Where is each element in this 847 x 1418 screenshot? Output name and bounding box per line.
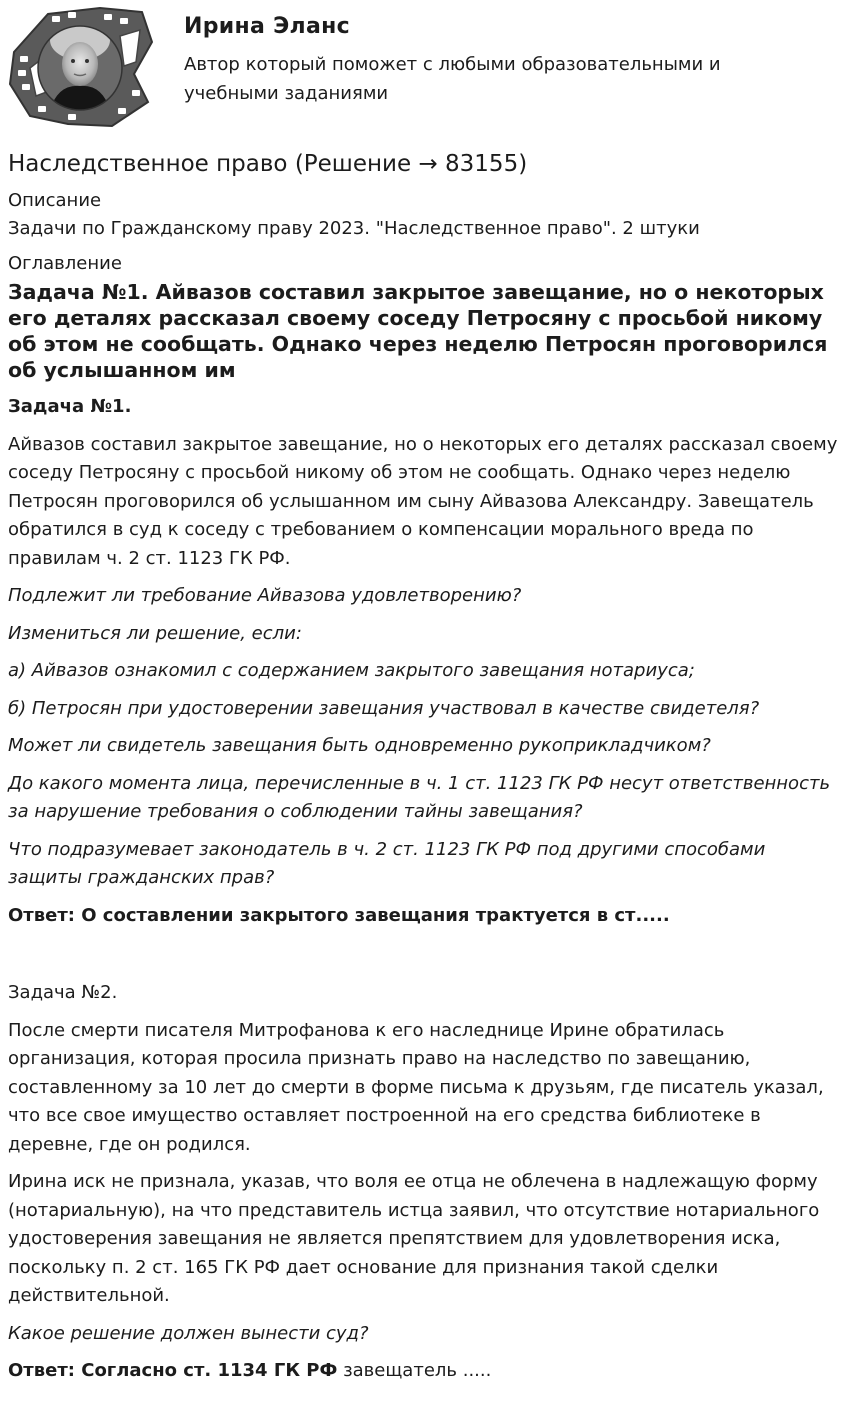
task1-answer: Ответ: О составлении закрытого завещания трактуется в ст..... (8, 904, 670, 926)
toc-label: Оглавление (8, 253, 122, 274)
task2-body-1: После смерти писателя Митрофанова к его наследнице Ирине обратилась организация, которая просила признать право на наследство по завещанию, составленному за 10 лет до смерти в форме письма к друзьям, где писатель указал, что все свое имущество оставляет построенной на его средства библиотеке в деревне, где он родился. (8, 1019, 824, 1155)
author-avatar (8, 6, 153, 128)
description-text: Задачи по Гражданскому праву 2023. "Наследственное право". 2 штуки (8, 218, 700, 239)
task2-heading: Задача №2. (8, 982, 118, 1003)
author-bio: Автор который поможет с любыми образовательными и учебными заданиями (184, 54, 721, 104)
task1-question-3: а) Айвазов ознакомил с содержанием закрытого завещания нотариуса; (8, 660, 695, 681)
toc-title: Задача №1. Айвазов составил закрытое завещание, но о некоторых его деталях рассказал своему соседу Петросяну с просьбой никому об этом не сообщать. Однако через неделю Петросян проговорился об услышанном им (8, 280, 828, 382)
task1-question-5: Может ли свидетель завещания быть одновременно рукоприкладчиком? (8, 735, 711, 756)
spacer (8, 930, 838, 970)
task2-question: Какое решение должен вынести суд? (8, 1322, 369, 1344)
page-title: Наследственное право (Решение → 83155) (8, 151, 528, 177)
task1-body: Айвазов составил закрытое завещание, но о некоторых его деталях рассказал своему соседу Петросяну с просьбой никому об этом не сообщать. Однако через неделю Петросян проговорился об услышанном им сыну Айвазова Александру. Завещатель обратился в суд к соседу с требованием о компенсации морального вреда по правилам ч. 2 ст. 1123 ГК РФ. (8, 433, 838, 569)
description-label: Описание (8, 190, 102, 211)
author-header (8, 6, 838, 128)
task1-question-7: Что подразумевает законодатель в ч. 2 ст. 1123 ГК РФ под другими способами защиты гражданских прав? (8, 838, 766, 888)
task1-heading: Задача №1. (8, 396, 132, 417)
task1-question-4: б) Петросян при удостоверении завещания участвовал в качестве свидетеля? (8, 697, 760, 719)
author-name[interactable]: Ирина Эланс (184, 14, 350, 39)
avatar-image (8, 6, 153, 128)
task2-answer-rest: завещатель ..... (337, 1360, 492, 1381)
task2-answer (8, 1357, 838, 1386)
task2-body-2: Ирина иск не признала, указав, что воля ее отца не облечена в надлежащую форму (нотариальную), на что представитель истца заявил, что отсутствие нотариального удостоверения завещания не является препятствием для удовлетворения иска, поскольку п. 2 ст. 165 ГК РФ дает основание для признания такой сделки действительной. (8, 1171, 820, 1306)
task1-question-6: До какого момента лица, перечисленные в ч. 1 ст. 1123 ГК РФ несут ответственность за нарушение требования о соблюдении тайны завещания? (8, 772, 831, 822)
task1-question-2: Измениться ли решение, если: (8, 622, 302, 644)
document-content (8, 148, 838, 1386)
task1-question-1: Подлежит ли требование Айвазова удовлетворению? (8, 585, 522, 606)
task2-answer-bold: Ответ: Согласно ст. 1134 ГК РФ (8, 1360, 338, 1381)
